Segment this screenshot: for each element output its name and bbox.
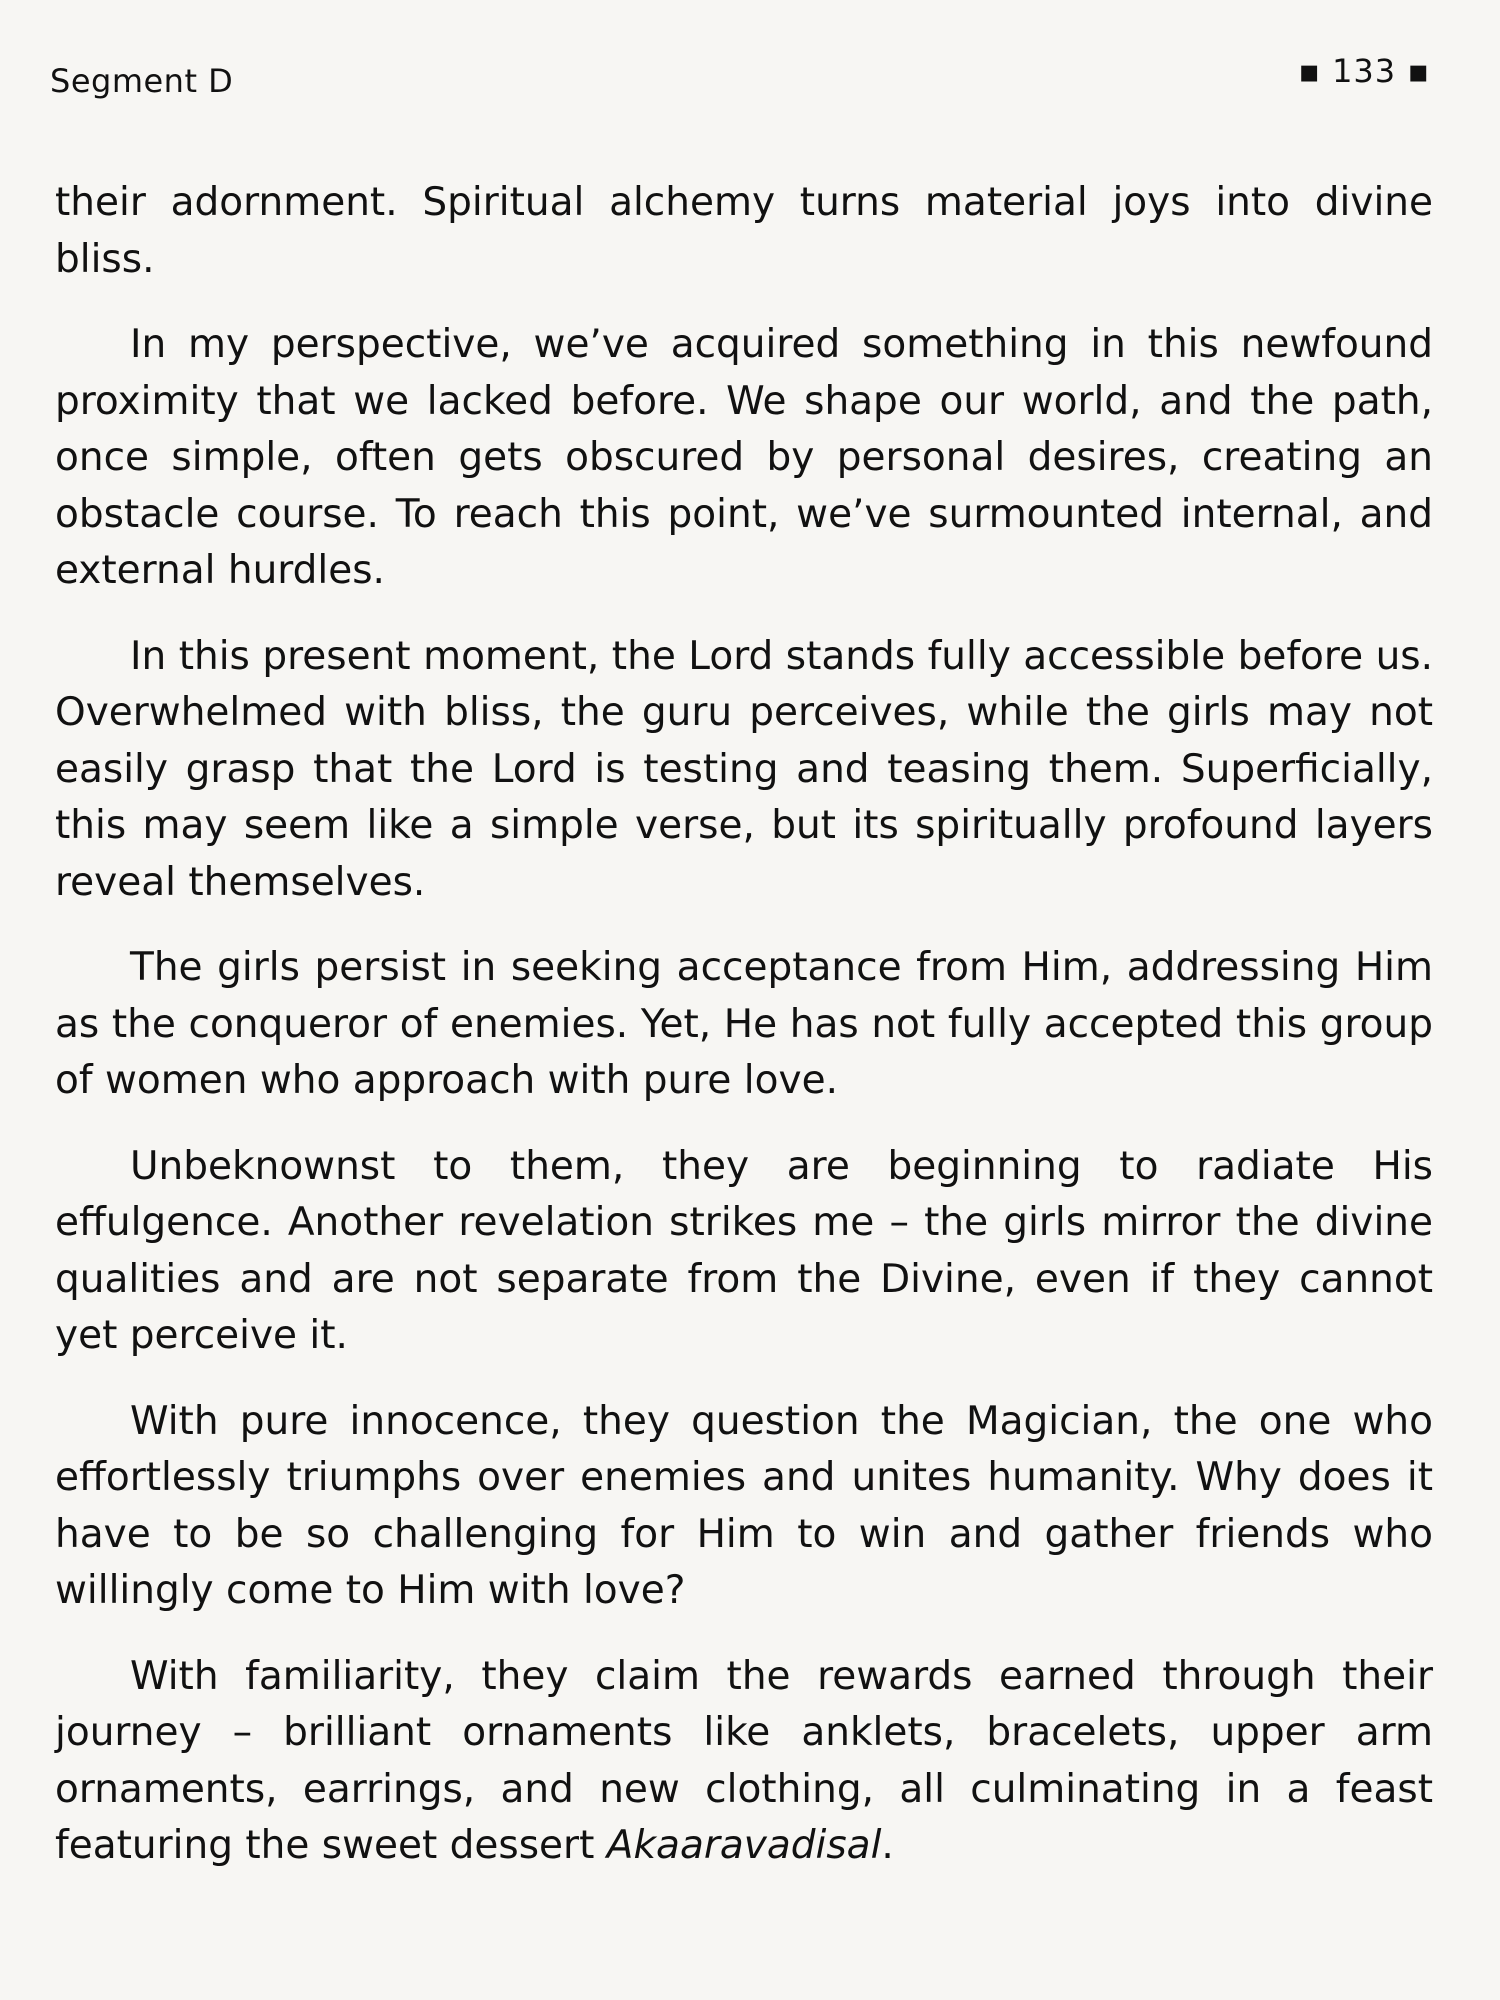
body-text [55, 175, 1433, 1904]
paragraph-5: Unbeknownst to them, they are beginning to radiate His effulgence. Another revelation strikes me – the girls mirror the divine qualities and are not separate from the Divine, even if they cannot yet perceive it. [55, 1143, 1433, 1358]
paragraph-3: In this present moment, the Lord stands fully accessible before us. Overwhelmed with bliss, the guru perceives, while the girls may not easily grasp that the Lord is testing and teasing them. Superficially, this may seem like a simple verse, but its spiritually profound layers reveal themselves. [55, 633, 1433, 905]
paragraph-7-text: With familiarity, they claim the rewards earned through their journey – brilliant ornaments like anklets, bracelets, upper arm ornaments, earrings, and new clothing, all culminating in a feast featuring the sweet dessert [55, 1653, 1433, 1868]
paragraph-2: In my perspective, we’ve acquired something in this newfound proximity that we lacked before. We shape our world, and the path, once simple, often gets obscured by personal desires, creating an obstacle course. To reach this point, we’ve surmounted internal, and external hurdles. [55, 322, 1433, 593]
page-number: ▪ 133 ▪ [1298, 52, 1430, 90]
paragraph-4: The girls persist in seeking acceptance from Him, addressing Him as the conqueror of enemies. Yet, He has not fully accepted this group of women who approach with pure love. [55, 945, 1433, 1103]
paragraph-6: With pure innocence, they question the Magician, the one who effortlessly triumphs over enemies and unites humanity. Why does it have to be so challenging for Him to win and gather friends who willingly come to Him with love? [55, 1398, 1433, 1613]
paragraph-7 [55, 1649, 1433, 1875]
paragraph-1: their adornment. Spiritual alchemy turns material joys into divine bliss. [55, 180, 1433, 282]
section-header: Segment D [50, 62, 234, 100]
dessert-name: Akaaravadisal [606, 1823, 882, 1868]
paragraph-7-end: . [881, 1823, 894, 1868]
